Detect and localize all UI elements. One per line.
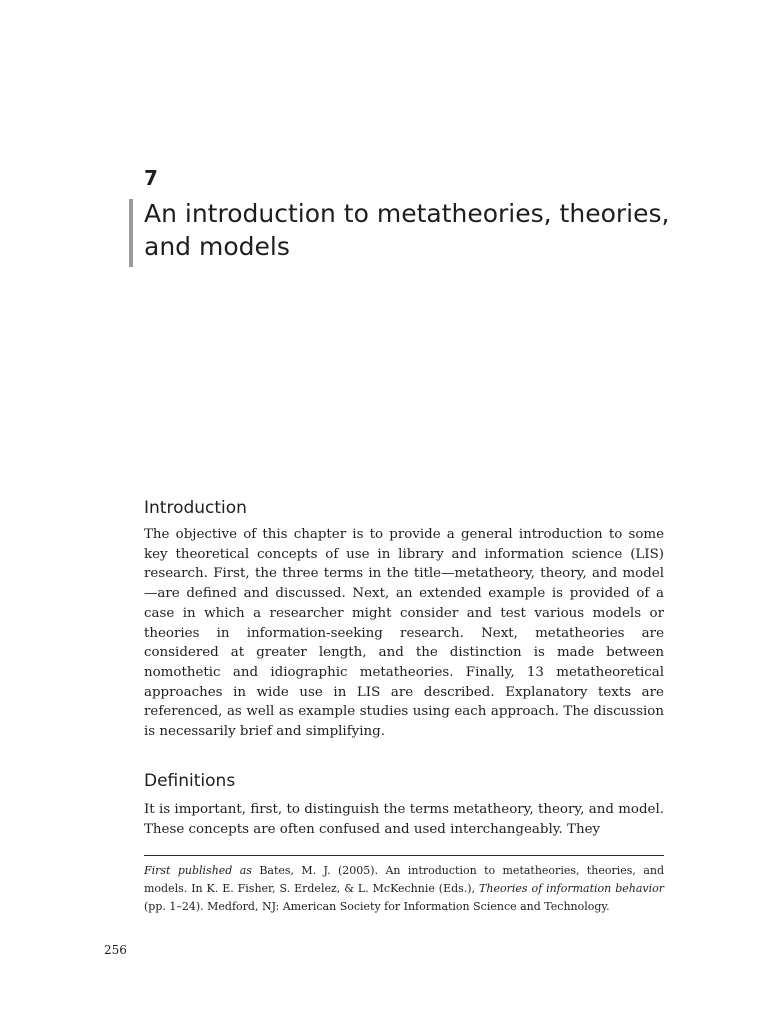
chapter-number: 7 [144,166,158,190]
page-number: 256 [104,943,127,957]
section-heading-introduction: Introduction [144,498,247,518]
introduction-paragraph: The objective of this chapter is to provide a general introduction to some key theoretical concepts of use in library and information science (LIS) research. First, the three terms in the title—metatheory, theory, and model—are defined and discussed. Next, an extended example is provided of a case in which a researcher might consider and test various models or theories in information-seeking research. Next, metatheories are considered at greater length, and the distinction is made between nomothetic and idiographic metatheories. Finally, 13 metatheoretical approaches in wide use in LIS are described. Explanatory texts are referenced, as well as example studies using each approach. The discussion is necessarily brief and simplifying. [144,527,664,740]
footnote [144,862,664,916]
footnote-book-title: Theories of information behavior [479,882,665,895]
footnote-lead: First published as [144,864,252,877]
footnote-citation-part-2: (pp. 1–24). Medford, NJ: American Society for Information Science and Technology. [144,900,610,913]
footnote-divider [144,855,664,856]
section-heading-definitions: Definitions [144,771,236,791]
chapter-title: An introduction to metatheories, theories, and models [144,199,670,261]
footnote-citation-part-1: Bates, M. J. (2005). An introduction to metatheories, theories, and models. In K. E. Fisher, S. Erdelez, & L. McKechnie (Eds.), [144,864,664,895]
chapter-title-bar [129,199,133,267]
definitions-paragraph: It is important, first, to distinguish the terms metatheory, theory, and model. These concepts are often confused and used interchangeably. They [144,802,664,837]
